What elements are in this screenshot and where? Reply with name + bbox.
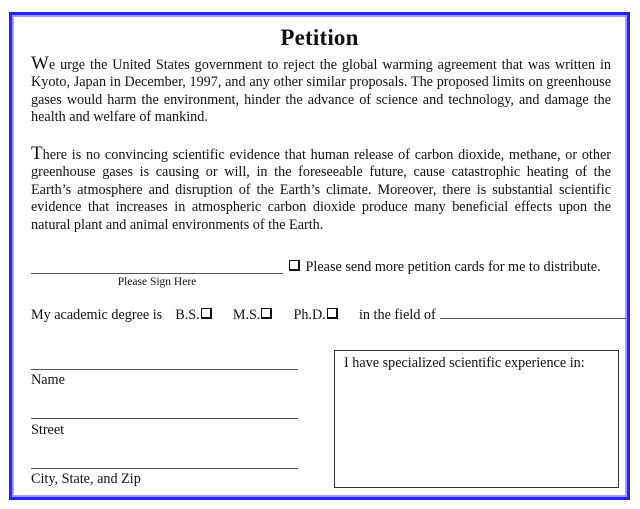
- degree-option-bs[interactable]: [175, 307, 213, 323]
- more-cards-option[interactable]: [288, 259, 601, 276]
- degree-bs-checkbox[interactable]: [201, 308, 212, 319]
- field-of-study-input[interactable]: [440, 304, 626, 319]
- signature-field[interactable]: [31, 273, 283, 274]
- degree-label-ms: M.S.: [232, 307, 261, 323]
- dropcap: W: [31, 53, 49, 74]
- scientific-experience-input[interactable]: [341, 375, 612, 481]
- degree-option-ms[interactable]: [233, 307, 275, 323]
- scientific-experience-label: I have specialized scientific experience in:: [344, 355, 585, 371]
- academic-degree-row: [31, 304, 626, 324]
- more-cards-label: Please send more petition cards for me to distribute.: [305, 259, 601, 275]
- page-title: Petition: [280, 25, 359, 50]
- degree-label-bs: B.S.: [175, 307, 200, 323]
- signature-label: Please Sign Here: [117, 276, 197, 288]
- petition-card: [9, 12, 630, 500]
- city-state-zip-field[interactable]: [31, 468, 298, 469]
- petition-paragraph-2: [31, 145, 611, 234]
- paragraph-text: e urge the United States government to reject the global warming agreement that was written in Kyoto, Japan in December, 1997, and any other similar proposals. The proposed limits on greenhouse gases would harm the environment, hinder the advance of science and technology, and damage the health and welfare of mankind.: [31, 57, 611, 126]
- field-of-label: in the field of: [358, 307, 436, 323]
- street-label: Street: [31, 422, 65, 438]
- degree-phd-checkbox[interactable]: [327, 308, 338, 319]
- city-state-zip-label: City, State, and Zip: [31, 471, 141, 487]
- name-field[interactable]: [31, 369, 298, 370]
- dropcap: T: [31, 143, 43, 164]
- degree-option-phd[interactable]: [294, 307, 340, 323]
- name-label: Name: [31, 372, 65, 388]
- street-field[interactable]: [31, 418, 298, 419]
- petition-paragraph-1: [31, 55, 611, 127]
- scientific-experience-box[interactable]: [334, 350, 619, 488]
- more-cards-checkbox[interactable]: [289, 260, 300, 271]
- degree-label-phd: Ph.D.: [293, 307, 326, 323]
- degree-prefix: My academic degree is: [31, 307, 163, 323]
- paragraph-text: here is no convincing scientific evidence that human release of carbon dioxide, methane, or other greenhouse gases is causing or will, in the foreseeable future, cause catastrophic heating of the Earth’s atmosphere and disruption of the Earth’s climate. Moreover, there is substantial scientific evidence that increases in atmospheric carbon dioxide produce many beneficial effects upon the natural plant and animal environments of the Earth.: [31, 147, 611, 233]
- degree-ms-checkbox[interactable]: [261, 308, 272, 319]
